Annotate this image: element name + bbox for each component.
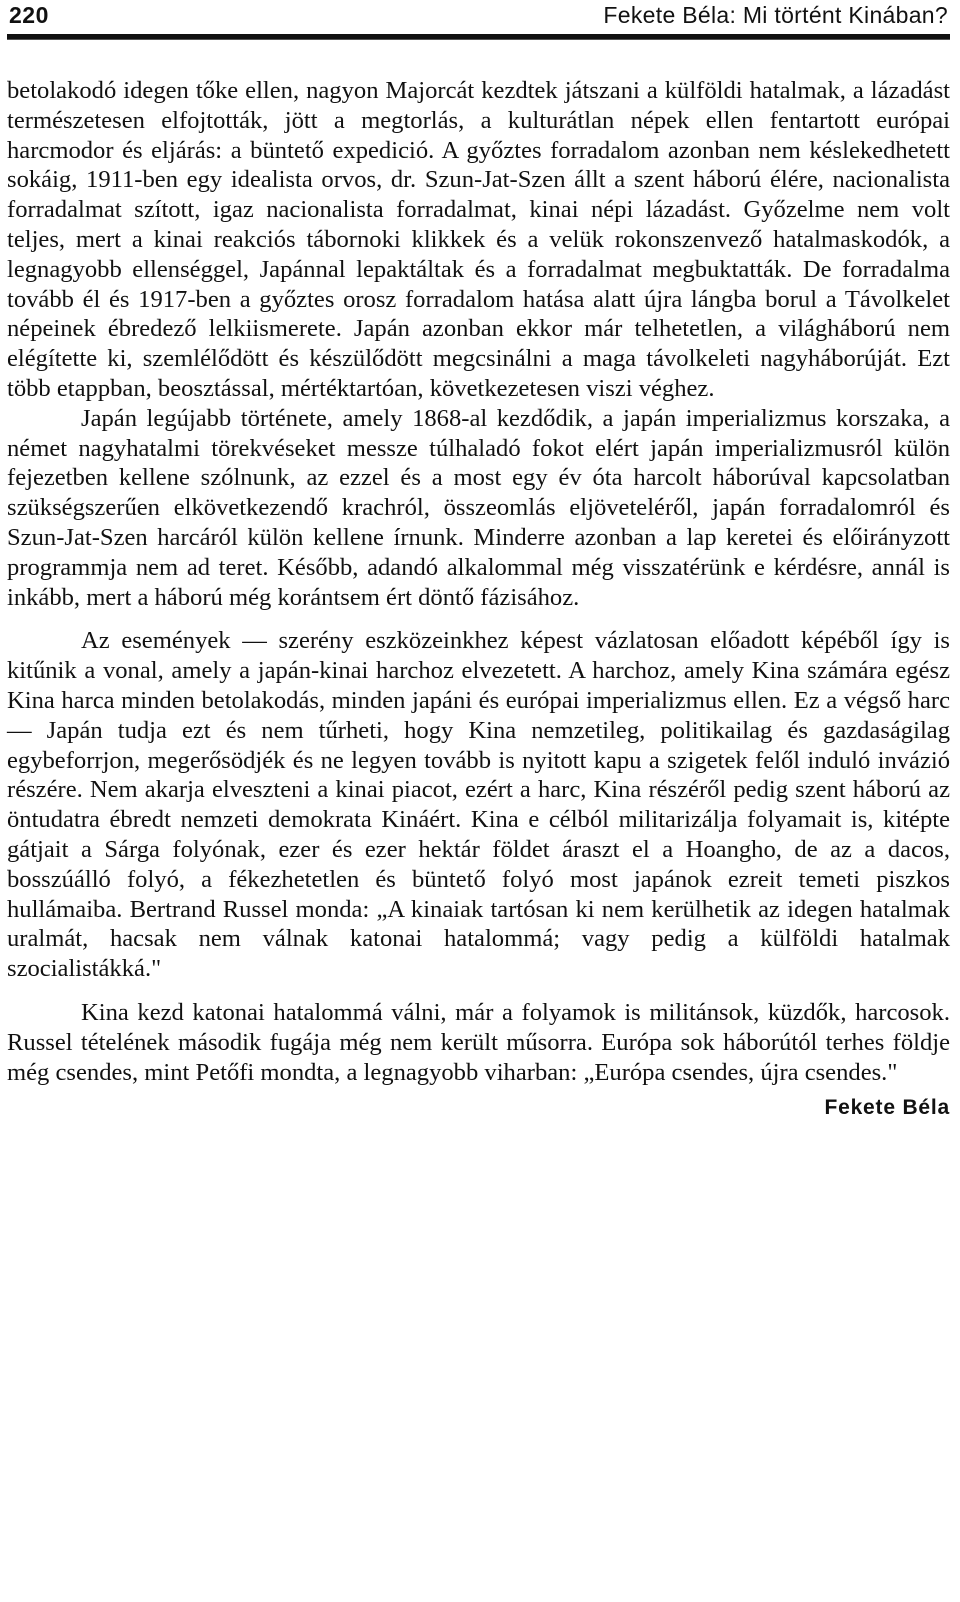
paragraph-3: Az események — szerény eszközeinkhez képest vázlatosan előadott képéből így is kitűnik a vonal, amely a japán-kinai harchoz elvezetett. A harchoz, amely Kina számára egész Kina harca minden betolakodás, minden japáni és európai imperializmus ellen. Ez a végső harc — Japán tudja ezt és nem tűrheti, hogy Kina nemzetileg, politikailag és gazdaságilag egybeforrjon, megerősödjék és ne legyen tovább is nyitott kapu a szigetek felől induló invázió részére. Nem akarja elveszteni a kinai piacot, ezért a harc, Kina részéről pedig szent háború az öntudatra ébredt nemzeti demokrata Kináért. Kina e célból militarizálja folyamait is, kitépte gátjait a Sárga folyónak, ezer és ezer hektár földet áraszt el a Hoangho, de az a dacos, bosszúálló folyó, a fékezhetetlen és büntető folyó most japánok ezreit temeti piszkos hullámaiba. Bertrand Russel monda: „A kinaiak tartósan ki nem kerülhetik az idegen hatalmak uralmát, hacsak nem válnak katonai hatalommá; vagy pedig a külföldi hatalmak szocialistákká.": [7, 627, 950, 983]
running-header: [7, 0, 950, 34]
paragraph-1: betolakodó idegen tőke ellen, nagyon Majorcát kezdtek játszani a külföldi hatalmak, a lázadást természetesen elfojtották, jött a megtorlás, a kulturátlan népek ellen fentartott európai harcmodor és eljárás: a büntető expedició. A győztes forradalom azonban nem késlekedhetett sokáig, 1911-ben egy idealista orvos, dr. Szun-Jat-Szen állt a szent háború élére, nacionalista forradalmat szított, igaz nacionalista forradalmat, kinai népi lázadást. Győzelme nem volt teljes, mert a kinai reakciós tábornoki klikkek és a velük rokonszenvező hatalmaskodók, a legnagyobb ellenséggel, Japánnal lepaktáltak és a forradalmat megbuktatták. De forradalma tovább él és 1917-ben a győztes orosz forradalom hatása alatt újra lángba borul a Távolkelet népeinek ébredező lelkiismerete. Japán azonban ekkor már telhetetlen, a világháború nem elégítette ki, szemlélődött és készülődött megcsinálni a maga távolkeleti nagyháborúját. Ezt több etappban, beosztással, mértéktartóan, következetesen viszi véghez.: [7, 77, 950, 402]
paragraph-4: [7, 998, 950, 1120]
article-body: [7, 76, 950, 1123]
paragraph-4-text: Kina kezd katonai hatalommá válni, már a folyamok is militánsok, küzdők, harcosok. Russel tételének második fugája még nem került műsorra. Európa sok háborútól terhes földje még csendes, mint Petőfi mondta, a legnagyobb viharban: „Európa csendes, újra csendes.": [7, 998, 950, 1086]
paragraph-2: Japán legújabb története, amely 1868-al kezdődik, a japán imperializmus korszaka, a német nagyhatalmi törekvéseket messze túlhaladó fokot elért japán imperializmusról külön fejezetben kellene szólnunk, az ezzel és a most egy év óta harcolt háborúval kapcsolatban szükségszerűen elkövetkezendő krachról, összeomlás eljöveteléről, japán forradalomról és Szun-Jat-Szen harcáról külön kellene írnunk. Minderre azonban a lap keretei és előirányzott programmja nem ad teret. Később, adandó alkalommal még visszatérünk e kérdésre, annál is inkább, mert a háború még korántsem ért döntő fázisához.: [7, 404, 950, 611]
author-signature: Fekete Béla: [824, 1096, 950, 1120]
header-rule: [7, 34, 950, 40]
running-title: Fekete Béla: Mi történt Kinában?: [603, 2, 948, 28]
page-number: 220: [9, 2, 49, 28]
